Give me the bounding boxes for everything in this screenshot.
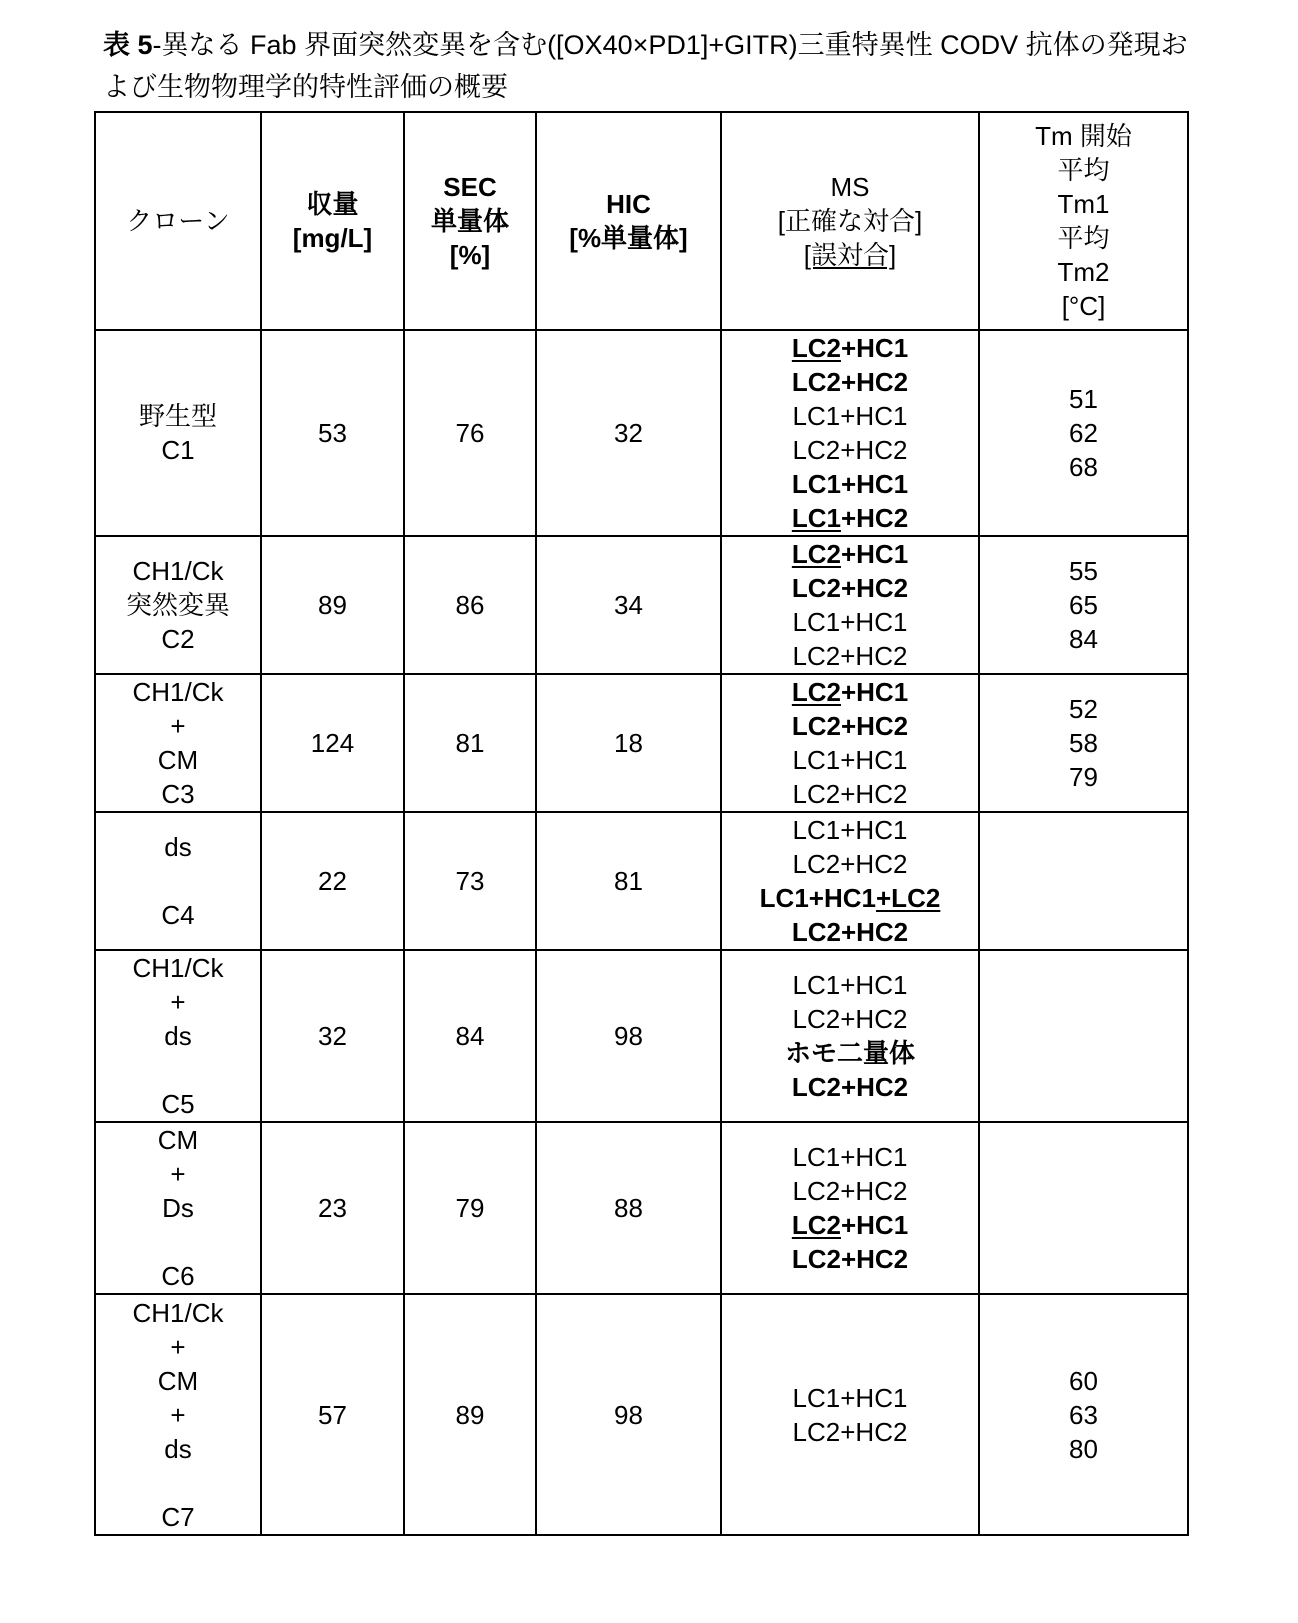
tm-value: 80 [980, 1432, 1187, 1466]
clone-line: + [96, 709, 260, 743]
tm-value: 52 [980, 692, 1187, 726]
ms-line [722, 777, 978, 811]
header-yield [261, 112, 404, 330]
ms-text: LC2+HC2 [792, 1072, 908, 1102]
ms-text: LC1+HC1 [793, 970, 908, 1000]
ms-cell [721, 536, 979, 674]
clone-line: + [96, 985, 260, 1019]
clone-line: CM [96, 743, 260, 777]
clone-line [96, 1466, 260, 1500]
ms-text: LC1+HC1 [793, 1142, 908, 1172]
clone-cell [95, 1122, 261, 1294]
header-line: Tm2 [980, 255, 1187, 289]
sec-cell: 86 [404, 536, 536, 674]
clone-line: + [96, 1398, 260, 1432]
sec-cell: 73 [404, 812, 536, 950]
header-line: [°C] [980, 289, 1187, 323]
hic-cell: 98 [536, 1294, 721, 1535]
yield-cell: 23 [261, 1122, 404, 1294]
caption-number: 5 [138, 30, 153, 60]
ms-text: LC2+HC2 [793, 435, 908, 465]
clone-cell [95, 536, 261, 674]
clone-line: C7 [96, 1500, 260, 1534]
ms-line [722, 639, 978, 673]
ms-text: LC1+HC1 [793, 1383, 908, 1413]
ms-line [722, 399, 978, 433]
header-line: [%単量体] [537, 221, 720, 255]
clone-line: CH1/Ck [96, 675, 260, 709]
ms-line [722, 813, 978, 847]
yield-cell: 89 [261, 536, 404, 674]
clone-line: + [96, 1157, 260, 1191]
tm-cell [979, 812, 1188, 950]
clone-line: Ds [96, 1191, 260, 1225]
clone-line [96, 1053, 260, 1087]
clone-cell [95, 812, 261, 950]
yield-cell: 22 [261, 812, 404, 950]
ms-cell [721, 674, 979, 812]
ms-cell [721, 1294, 979, 1535]
clone-line: C1 [96, 433, 260, 467]
ms-line [722, 1070, 978, 1104]
ms-text: LC2+HC2 [793, 779, 908, 809]
tm-value: 62 [980, 416, 1187, 450]
hic-cell: 88 [536, 1122, 721, 1294]
hic-cell: 18 [536, 674, 721, 812]
hic-cell: 34 [536, 536, 721, 674]
header-line: 平均 [980, 153, 1187, 187]
ms-line [722, 915, 978, 949]
table-row [95, 1122, 1188, 1294]
ms-text: LC1+HC1 [793, 745, 908, 775]
ms-text: +HC1 [841, 333, 908, 363]
tm-cell [979, 674, 1188, 812]
header-line: [mg/L] [262, 221, 403, 255]
clone-line: C4 [96, 898, 260, 932]
header-line: SEC [405, 170, 535, 204]
clone-line: CH1/Ck [96, 951, 260, 985]
ms-line [722, 968, 978, 1002]
tm-cell [979, 330, 1188, 536]
clone-cell [95, 330, 261, 536]
header-line: Tm1 [980, 187, 1187, 221]
clone-line: CM [96, 1364, 260, 1398]
ms-text: LC2+HC2 [793, 1417, 908, 1447]
ms-text: +HC1 [841, 1210, 908, 1240]
ms-line [722, 571, 978, 605]
ms-cell [721, 1122, 979, 1294]
header-line: MS [722, 170, 978, 204]
tm-cell [979, 1294, 1188, 1535]
sec-cell: 79 [404, 1122, 536, 1294]
header-line: 平均 [980, 221, 1187, 255]
ms-text: ホモ二量体 [785, 1038, 915, 1068]
header-sec [404, 112, 536, 330]
ms-text: LC2+HC2 [793, 1176, 908, 1206]
clone-line: C6 [96, 1259, 260, 1293]
table-row [95, 812, 1188, 950]
ms-text: LC1+HC1 [793, 815, 908, 845]
clone-line: C5 [96, 1087, 260, 1121]
ms-text: LC2+HC2 [793, 849, 908, 879]
header-ms [721, 112, 979, 330]
yield-cell: 53 [261, 330, 404, 536]
clone-line: ds [96, 1432, 260, 1466]
ms-text: +HC2 [841, 503, 908, 533]
tm-value: 63 [980, 1398, 1187, 1432]
clone-line: ds [96, 830, 260, 864]
sec-cell: 84 [404, 950, 536, 1122]
ms-line [722, 1174, 978, 1208]
table-row [95, 536, 1188, 674]
sec-cell: 76 [404, 330, 536, 536]
header-hic [536, 112, 721, 330]
clone-cell [95, 950, 261, 1122]
underlined-text: [誤対合] [804, 240, 896, 270]
sec-cell: 81 [404, 674, 536, 812]
table-row [95, 674, 1188, 812]
clone-line: CM [96, 1123, 260, 1157]
tm-value: 79 [980, 760, 1187, 794]
tm-value: 58 [980, 726, 1187, 760]
summary-table [94, 111, 1189, 1536]
header-line: 単量体 [405, 204, 535, 238]
table-row [95, 330, 1188, 536]
header-line: [%] [405, 238, 535, 272]
caption-text: -異なる Fab 界面突然変異を含む([OX40×PD1]+GITR)三重特異性 CODV 抗体の発現および生物物理学的特性評価の概要 [103, 30, 1188, 102]
ms-line [722, 537, 978, 571]
hic-cell: 81 [536, 812, 721, 950]
table-row [95, 1294, 1188, 1535]
header-row [95, 112, 1188, 330]
header-line: HIC [537, 187, 720, 221]
ms-line [722, 1208, 978, 1242]
ms-text: +HC1 [841, 677, 908, 707]
ms-line [722, 847, 978, 881]
header-line [722, 238, 978, 272]
ms-cell [721, 950, 979, 1122]
clone-line [96, 864, 260, 898]
ms-text: LC1+HC1 [760, 883, 876, 913]
clone-line: C2 [96, 622, 260, 656]
ms-text: LC2+HC2 [792, 367, 908, 397]
caption-prefix: 表 [103, 30, 138, 60]
ms-cell [721, 330, 979, 536]
tm-cell [979, 1122, 1188, 1294]
ms-line [722, 1036, 978, 1070]
ms-line [722, 881, 978, 915]
clone-line: + [96, 1330, 260, 1364]
tm-value: 55 [980, 554, 1187, 588]
clone-line: C3 [96, 777, 260, 811]
header-line: Tm 開始 [980, 119, 1187, 153]
underlined-text: LC1 [792, 503, 841, 533]
ms-line [722, 675, 978, 709]
clone-line: CH1/Ck [96, 554, 260, 588]
header-clone [95, 112, 261, 330]
clone-cell [95, 1294, 261, 1535]
ms-line [722, 433, 978, 467]
ms-line [722, 365, 978, 399]
ms-line [722, 1140, 978, 1174]
ms-line [722, 501, 978, 535]
underlined-text: LC2 [792, 677, 841, 707]
underlined-text: LC2 [792, 1210, 841, 1240]
clone-line: 突然変異 [96, 588, 260, 622]
clone-line: CH1/Ck [96, 1296, 260, 1330]
ms-line [722, 743, 978, 777]
ms-line [722, 1415, 978, 1449]
ms-line [722, 331, 978, 365]
tm-value: 65 [980, 588, 1187, 622]
ms-text: LC1+HC1 [792, 469, 908, 499]
ms-line [722, 709, 978, 743]
ms-cell [721, 812, 979, 950]
ms-text: LC2+HC2 [793, 1004, 908, 1034]
underlined-text: LC2 [792, 333, 841, 363]
header-line: クローン [96, 204, 260, 238]
tm-value: 60 [980, 1364, 1187, 1398]
clone-line: 野生型 [96, 399, 260, 433]
underlined-text: LC2 [792, 539, 841, 569]
sec-cell: 89 [404, 1294, 536, 1535]
ms-text: LC1+HC1 [793, 607, 908, 637]
ms-text: LC2+HC2 [792, 573, 908, 603]
table-row [95, 950, 1188, 1122]
header-line: 収量 [262, 187, 403, 221]
hic-cell: 98 [536, 950, 721, 1122]
tm-cell [979, 950, 1188, 1122]
yield-cell: 57 [261, 1294, 404, 1535]
tm-cell [979, 536, 1188, 674]
yield-cell: 124 [261, 674, 404, 812]
underlined-text: +LC2 [876, 883, 940, 913]
ms-text: LC2+HC2 [792, 1244, 908, 1274]
clone-line [96, 1225, 260, 1259]
tm-value: 84 [980, 622, 1187, 656]
ms-line [722, 1381, 978, 1415]
ms-text: LC2+HC2 [792, 917, 908, 947]
header-tm [979, 112, 1188, 330]
ms-text: +HC1 [841, 539, 908, 569]
ms-text: LC2+HC2 [793, 641, 908, 671]
ms-line [722, 605, 978, 639]
ms-line [722, 467, 978, 501]
hic-cell: 32 [536, 330, 721, 536]
yield-cell: 32 [261, 950, 404, 1122]
tm-value: 68 [980, 450, 1187, 484]
ms-text: LC2+HC2 [792, 711, 908, 741]
ms-text: LC1+HC1 [793, 401, 908, 431]
table-caption [103, 24, 1203, 108]
ms-line [722, 1242, 978, 1276]
clone-line: ds [96, 1019, 260, 1053]
ms-line [722, 1002, 978, 1036]
clone-cell [95, 674, 261, 812]
tm-value: 51 [980, 382, 1187, 416]
header-line: [正確な対合] [722, 204, 978, 238]
